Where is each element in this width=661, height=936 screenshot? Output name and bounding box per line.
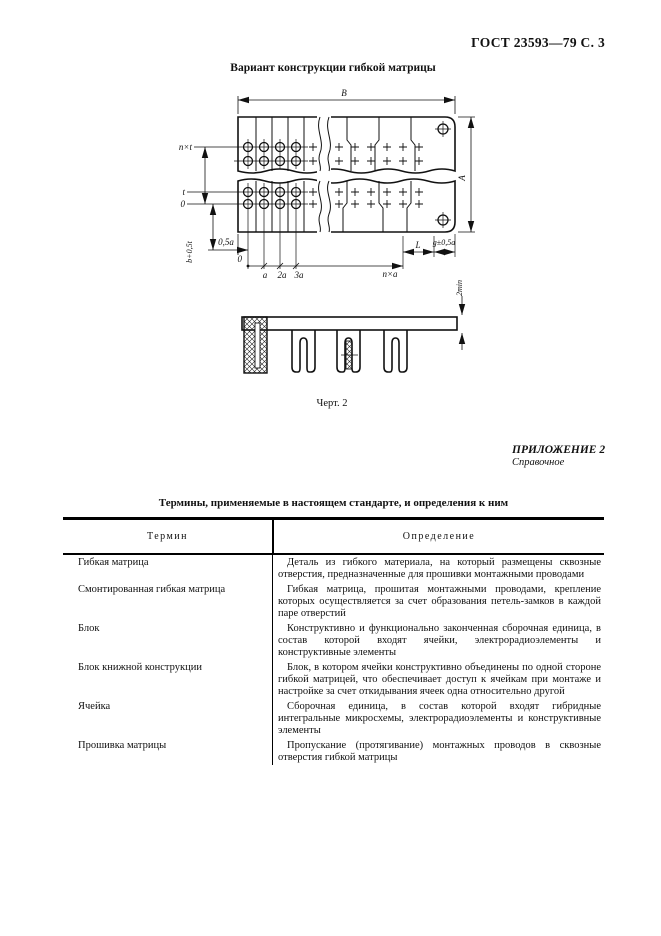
terms-table-header [63,517,604,555]
dim-label-g: g±0,5a [432,238,456,247]
appendix-block [512,444,657,469]
dim-label-zero-left: 0 [180,199,185,209]
terms-table-title: Термины, применяемые в настоящем стандарте, и определения к ним [158,497,509,509]
dim-label-2min: 2min [455,280,464,296]
column-header-definition: Определение [272,520,604,553]
drawing-title: Вариант конструкции гибкой матрицы [230,62,436,74]
definition-cell: Конструктивно и функционально законченная сборочная единица, в состав которой входят ячейки, электрорадиоэлементы и конструктивные элементы [272,621,604,660]
term-cell: Блок [78,623,100,634]
dim-label-05a: 0,5a [218,237,234,247]
table-row [63,555,604,582]
dim-label-A: А [457,175,467,181]
table-row [63,699,604,738]
table-row [63,738,604,765]
page-header: ГОСТ 23593—79 С. 3 [471,35,605,50]
definition-cell: Сборочная единица, в состав которой входят гибридные интегральные микросхемы, электрорадиоэлементы и конструктивные элементы [272,699,604,738]
table-row [63,582,604,621]
definition-cell: Гибкая матрица, прошитая монтажными проводами, крепление которых осуществляется за счет образования петель-замков в каждой паре отверстий [272,582,604,621]
definition-cell: Блок, в котором ячейки конструктивно объединены по одной стороне гибкой матрицей, что обеспечивает доступ к ячейкам при монтаже и настройке за счет откидывания ячеек одна относительно другой [272,660,604,699]
appendix-label: ПРИЛОЖЕНИЕ 2 [512,444,606,456]
matrix-section-view [242,280,464,373]
figure-caption: Черт. 2 [316,398,348,409]
appendix-sub-label: Справочное [512,457,565,469]
term-cell: Смонтированная гибкая матрица [78,584,226,595]
dim-label-2a: 2a [277,270,287,280]
definition-cell: Деталь из гибкого материала, на который размещены сквозные отверстия, предназначенные для прошивки монтажными проводами [272,555,604,582]
dim-label-B: В [341,88,347,98]
table-row [63,621,604,660]
definition-cell: Пропускание (протягивание) монтажных проводов в сквозные отверстия гибкой матрицы [272,738,604,765]
dim-label-3a: 3a [294,270,304,280]
term-cell: Ячейка [78,701,111,712]
dim-label-zero-bottom: 0 [237,254,242,264]
term-cell: Блок книжной конструкции [78,662,202,673]
dim-label-b05t: b+0,5t [185,241,194,263]
terms-table [63,517,604,765]
term-cell: Прошивка матрицы [78,740,167,751]
dim-label-L: L [415,240,421,250]
dim-label-a: a [262,270,268,280]
term-cell: Гибкая матрица [78,557,149,568]
dim-label-t: t [182,187,185,197]
dim-label-nt: n×t [178,142,192,152]
table-row [63,660,604,699]
column-header-term: Термин [146,531,189,542]
flexible-matrix-figure [172,84,502,419]
technical-drawing [172,84,502,419]
dim-label-na: n×a [382,269,398,279]
